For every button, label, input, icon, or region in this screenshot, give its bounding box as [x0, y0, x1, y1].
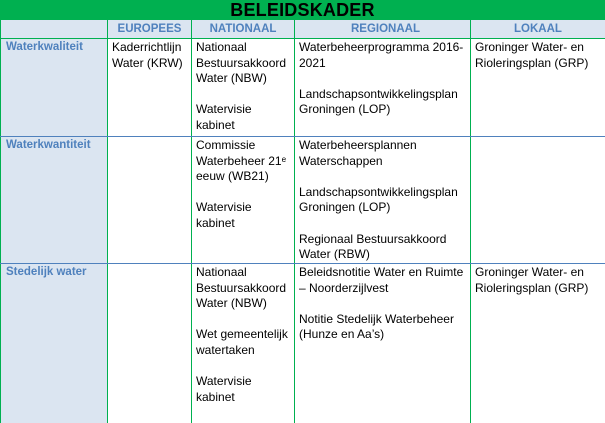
cell-item: Groninger Water- en Rioleringsplan (GRP) — [475, 265, 601, 296]
cell-item: Watervisie kabinet — [196, 374, 290, 405]
cell-item: Nationaal Bestuursakkoord Water (NBW) — [196, 40, 290, 87]
cell-nationaal — [192, 264, 295, 423]
header-nationaal: NATIONAAL — [192, 20, 295, 39]
cell-europees — [108, 137, 192, 264]
cell-lokaal — [471, 264, 605, 423]
cell-regionaal — [295, 137, 471, 264]
policy-table — [0, 20, 605, 423]
cell-item: Notitie Stedelijk Waterbeheer (Hunze en Aa’s) — [299, 312, 466, 343]
cell-item: Watervisie kabinet — [196, 200, 290, 231]
header-europees: EUROPEES — [108, 20, 192, 39]
header-empty — [1, 20, 108, 39]
table-row — [1, 39, 605, 137]
cell-lokaal — [471, 39, 605, 137]
row-label-waterkwaliteit: Waterkwaliteit — [1, 39, 108, 137]
table-title: BELEIDSKADER — [0, 0, 605, 20]
row-label-stedelijk-water: Stedelijk water — [1, 264, 108, 423]
cell-item: Kaderrichtlijn Water (KRW) — [112, 40, 187, 71]
cell-lokaal — [471, 137, 605, 264]
cell-item: Waterbeheersplannen Waterschappen — [299, 138, 466, 169]
cell-item: Waterbeheerprogramma 2016-2021 — [299, 40, 466, 71]
cell-nationaal — [192, 137, 295, 264]
header-regionaal: REGIONAAL — [295, 20, 471, 39]
row-label-waterkwantiteit: Waterkwantiteit — [1, 137, 108, 264]
cell-item: Landschapsontwikkelingsplan Groningen (LOP) — [299, 87, 466, 118]
cell-item: Commissie Waterbeheer 21ᵉ eeuw (WB21) — [196, 138, 290, 185]
header-row — [1, 20, 605, 39]
table-row — [1, 264, 605, 423]
cell-nationaal — [192, 39, 295, 137]
cell-europees — [108, 39, 192, 137]
cell-item: Regionaal Bestuursakkoord Water (RBW) — [299, 232, 466, 263]
cell-regionaal — [295, 264, 471, 423]
cell-regionaal — [295, 39, 471, 137]
cell-item: Landschapsontwikkelingsplan Groningen (LOP) — [299, 185, 466, 216]
cell-item: Nationaal Bestuursakkoord Water (NBW) — [196, 265, 290, 312]
table-row — [1, 137, 605, 264]
cell-item: Groninger Water- en Rioleringsplan (GRP) — [475, 40, 601, 71]
cell-item: Watervisie kabinet — [196, 102, 290, 133]
cell-item: Wet gemeentelijk watertaken — [196, 327, 290, 358]
cell-europees — [108, 264, 192, 423]
cell-item: Beleidsnotitie Water en Ruimte – Noorderzijlvest — [299, 265, 466, 296]
header-lokaal: LOKAAL — [471, 20, 605, 39]
